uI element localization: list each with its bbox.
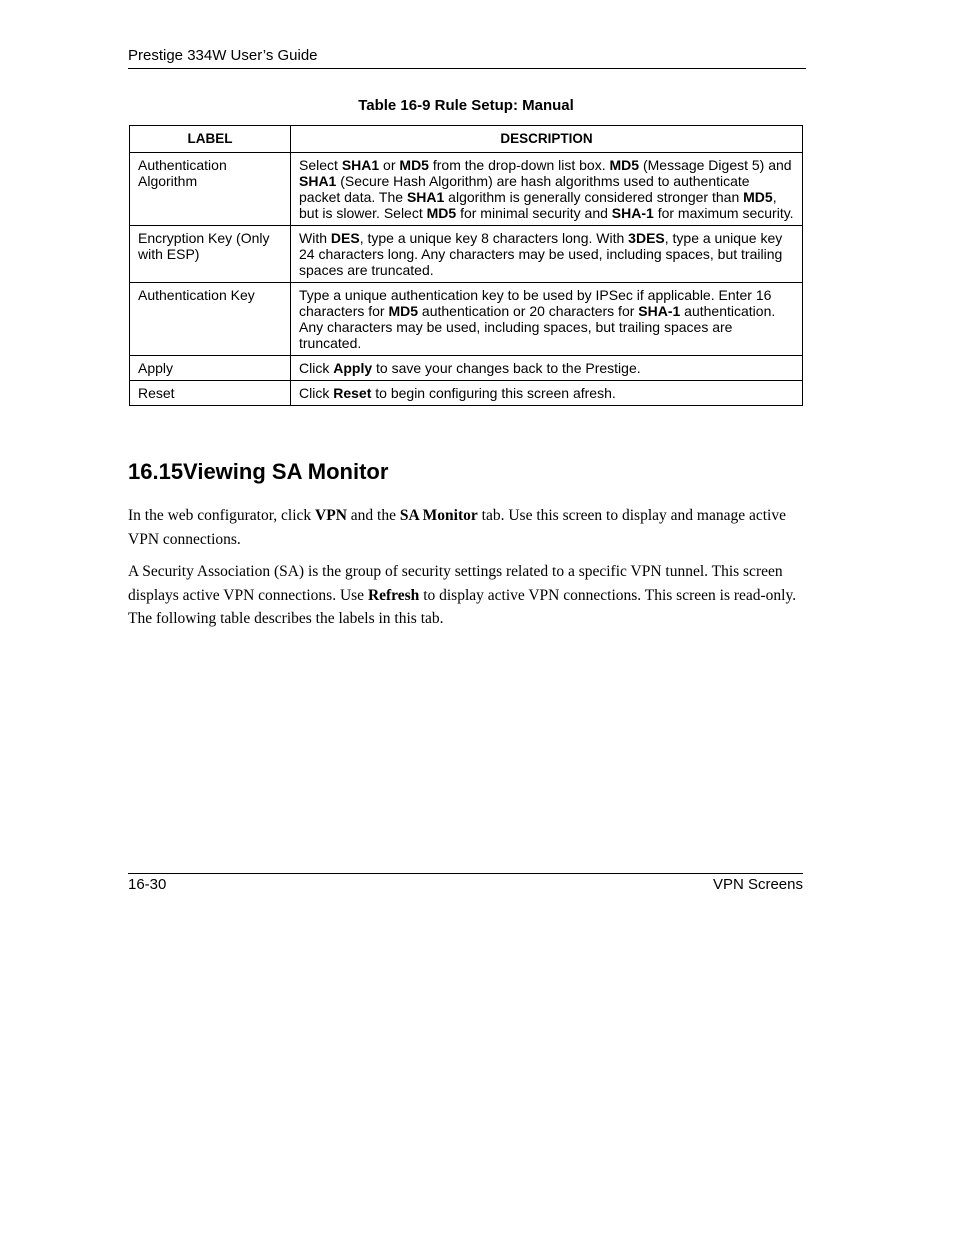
table-row (130, 283, 803, 356)
column-header-label: LABEL (130, 126, 291, 153)
text-run: for minimal security and (456, 205, 612, 221)
bold-term: MD5 (609, 157, 640, 173)
text-run: In the web configurator, click (128, 507, 316, 524)
row-label: Encryption Key (Only with ESP) (130, 226, 291, 283)
text-run: , type a unique key 24 characters long. Any characters may be used, including spaces, but trailing spaces are truncated. (299, 230, 783, 278)
text-run: Type a unique authentication key to be used by IPSec if applicable. Enter 16 characters for (299, 287, 772, 319)
bold-term: MD5 (743, 189, 773, 205)
row-description (291, 356, 803, 381)
table-row (130, 226, 803, 283)
text-run: or (379, 157, 400, 173)
text-run: A Security Association (SA) is the group of security settings related to a specific VPN tunnel. This screen displays active VPN connections. Use (128, 563, 783, 604)
bold-term: MD5 (399, 157, 429, 173)
text-run: to begin configuring this screen afresh. (371, 385, 616, 401)
row-label: Authentication Algorithm (130, 153, 291, 226)
page-header (128, 47, 806, 69)
text-run: (Message Digest 5) and (639, 157, 792, 173)
page-footer (128, 873, 803, 894)
bold-term: SHA-1 (638, 303, 681, 319)
row-label: Reset (130, 381, 291, 406)
page-number: 16-30 (128, 876, 167, 893)
bold-term: DES (330, 230, 360, 246)
table-row (130, 356, 803, 381)
bold-term: SHA1 (406, 189, 445, 205)
column-header-description: DESCRIPTION (291, 126, 803, 153)
table-caption: Table 16-9 Rule Setup: Manual (358, 97, 574, 114)
bold-term: VPN (315, 507, 347, 524)
text-run: and the (346, 507, 400, 524)
rule-setup-table (129, 125, 803, 406)
paragraph-sa-description (128, 560, 808, 631)
bold-term: Refresh (367, 586, 420, 604)
text-run: for maximum security. (653, 205, 794, 221)
table-row (130, 153, 803, 226)
row-label: Authentication Key (130, 283, 291, 356)
bold-term: 3DES (628, 230, 665, 246)
text-run: Select (299, 157, 342, 173)
row-description (291, 153, 803, 226)
paragraph-intro (128, 504, 808, 551)
text-run: from the drop-down list box. (428, 157, 610, 173)
row-description (291, 381, 803, 406)
bold-term: MD5 (388, 303, 419, 319)
bold-term: SA Monitor (399, 507, 478, 524)
text-run: algorithm is generally considered stronger than (444, 189, 744, 205)
row-description (291, 226, 803, 283)
text-run: to save your changes back to the Prestige. (372, 360, 641, 376)
bold-term: Reset (333, 385, 372, 401)
section-heading: 16.15Viewing SA Monitor (128, 459, 389, 484)
table-body (130, 153, 803, 406)
bold-term: SHA1 (299, 173, 337, 189)
text-run: authentication or 20 characters for (418, 303, 639, 319)
text-run: to display active VPN connections. This screen is read-only. The following table describes the labels in this tab. (128, 586, 797, 627)
guide-title: Prestige 334W User’s Guide (128, 47, 318, 64)
row-label: Apply (130, 356, 291, 381)
text-run: authentication. Any characters may be used, including spaces, but trailing spaces are truncated. (299, 303, 776, 351)
text-run: tab. Use this screen to display and manage active VPN connections. (128, 507, 786, 548)
text-run: , but is slower. Select (299, 189, 777, 221)
text-run: , type a unique key 8 characters long. With (359, 230, 629, 246)
text-run: Click (299, 385, 334, 401)
chapter-name: VPN Screens (712, 876, 803, 893)
text-run: (Secure Hash Algorithm) are hash algorithms used to authenticate packet data. The (299, 173, 750, 205)
bold-term: SHA-1 (611, 205, 654, 221)
row-description (291, 283, 803, 356)
text-run: With (299, 230, 331, 246)
table-header-row (130, 126, 803, 153)
bold-term: MD5 (426, 205, 457, 221)
bold-term: SHA1 (341, 157, 380, 173)
bold-term: Apply (333, 360, 373, 376)
table-row (130, 381, 803, 406)
text-run: Click (299, 360, 334, 376)
